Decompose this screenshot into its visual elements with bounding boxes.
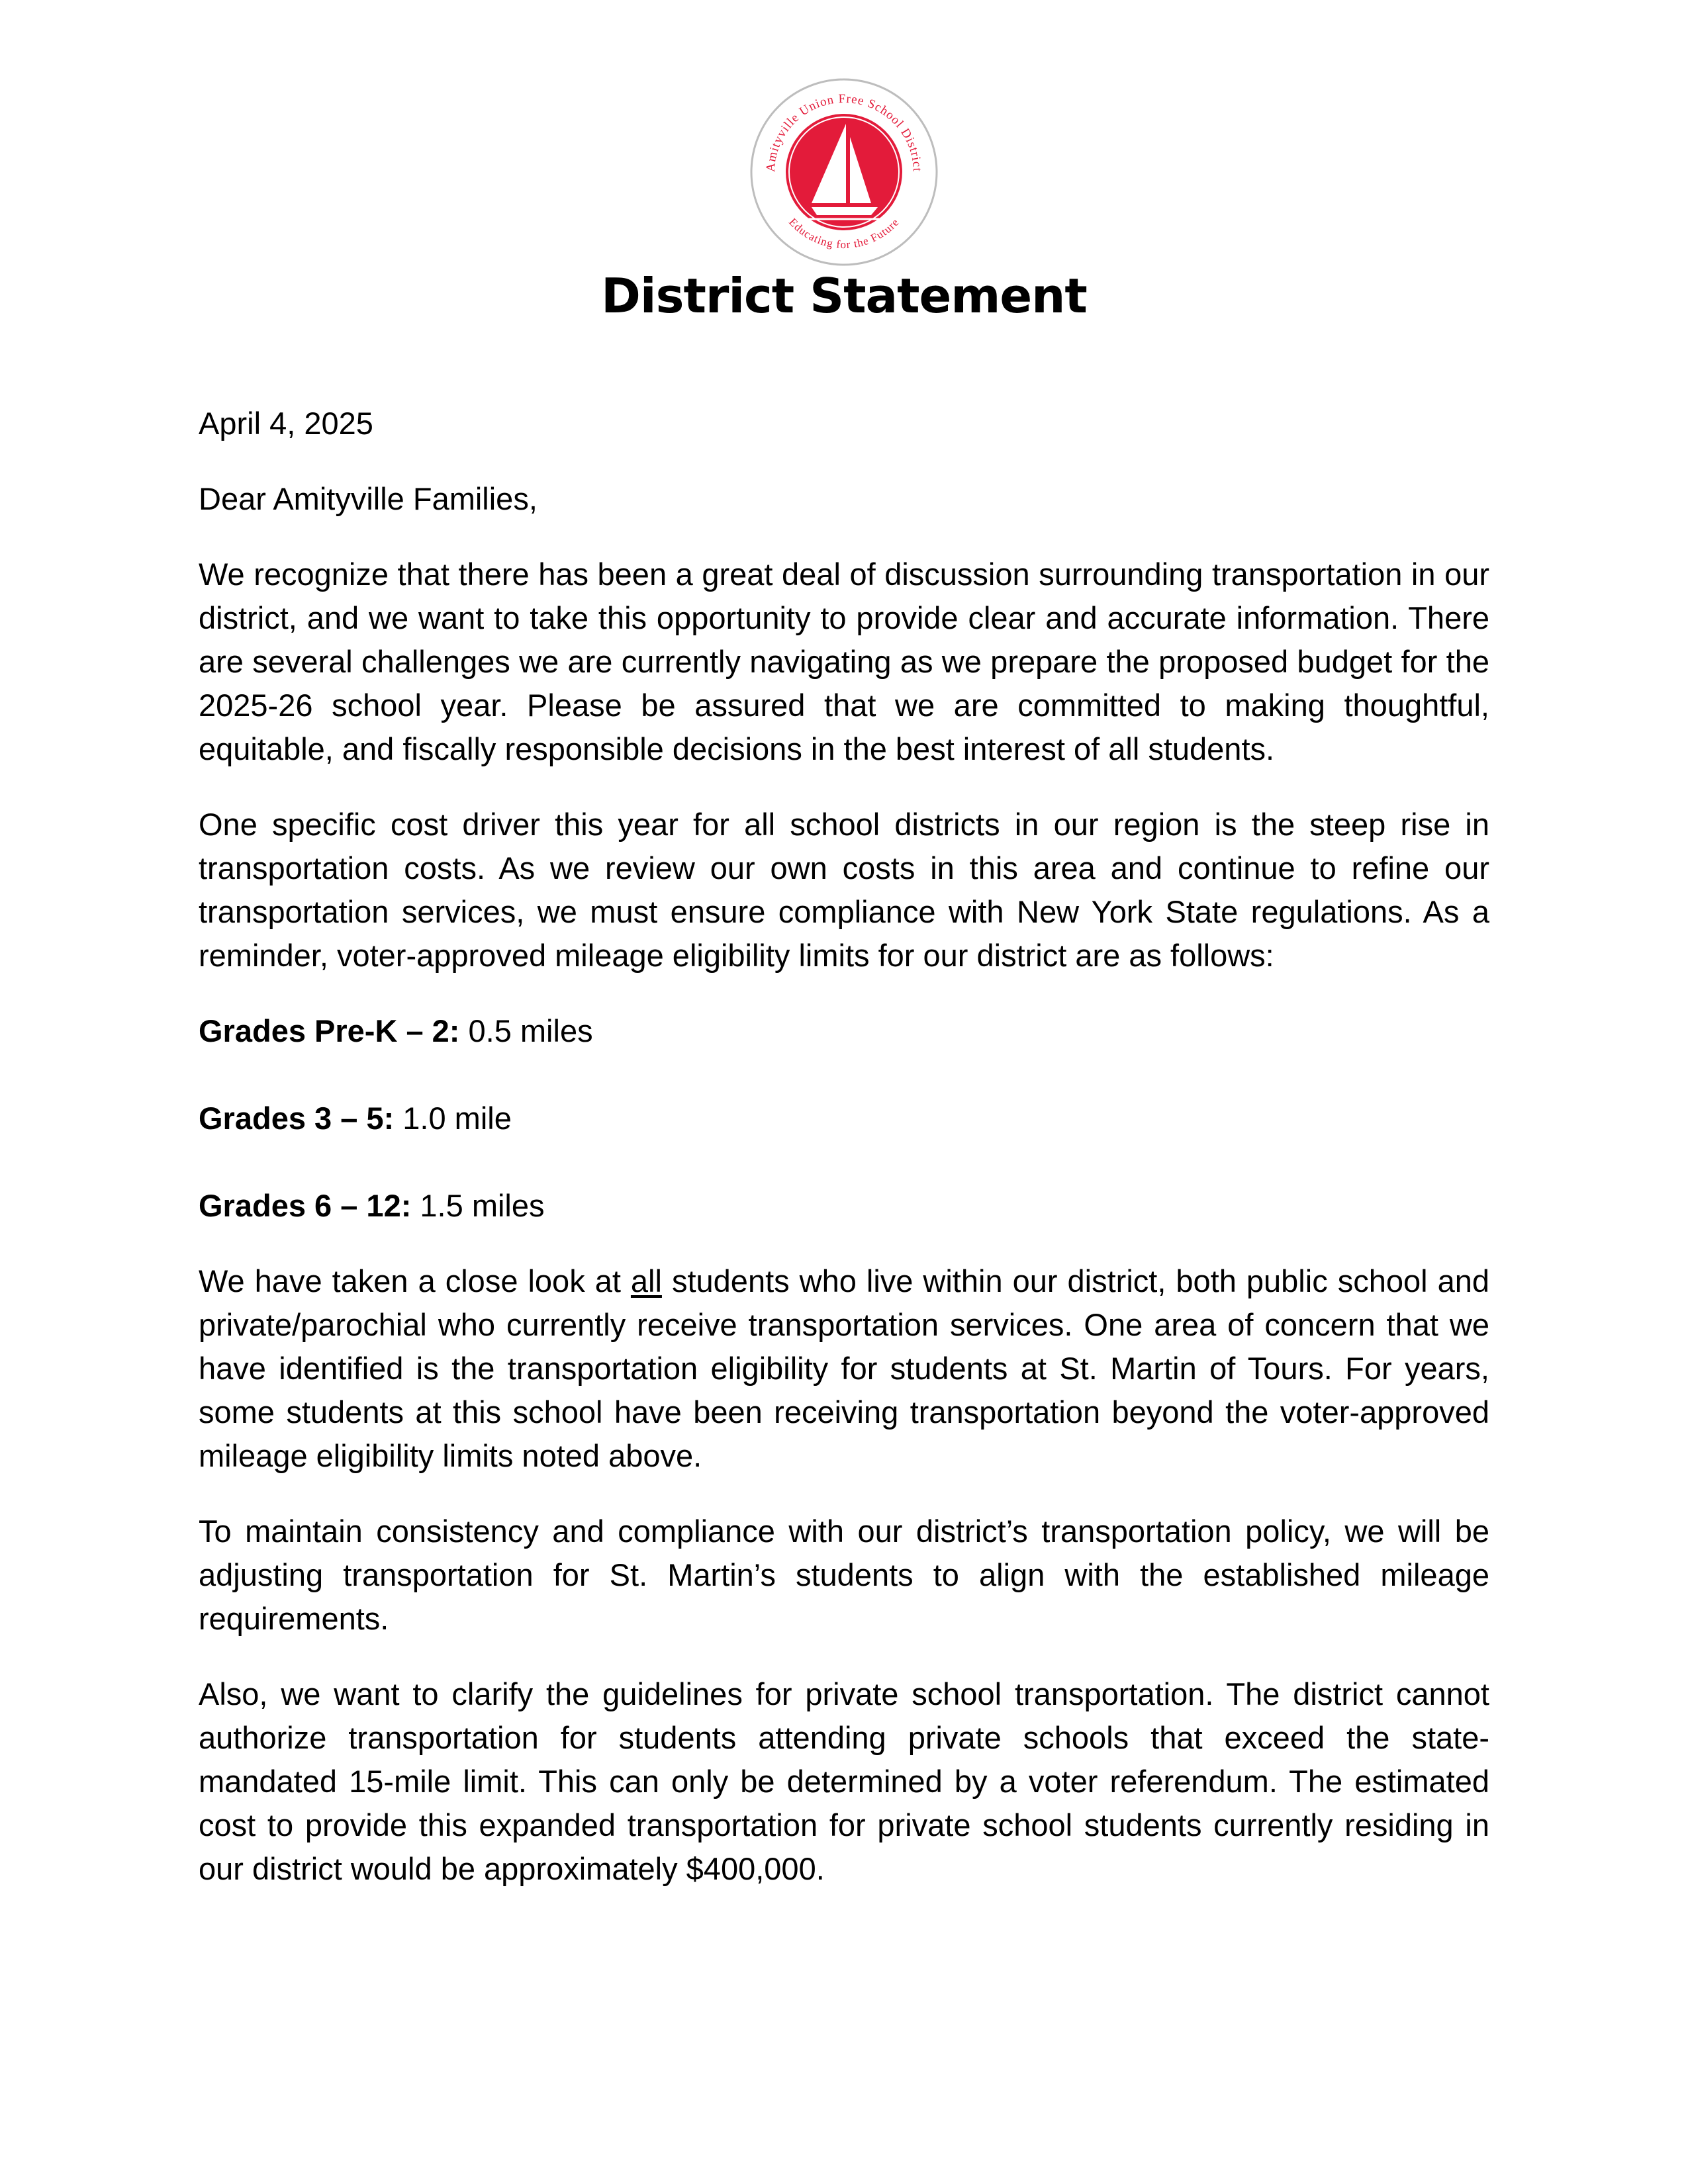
salutation: Dear Amityville Families,: [199, 481, 538, 516]
grade-label: Grades Pre-K – 2:: [199, 1013, 460, 1048]
grade-limit-3-5: [199, 1097, 1489, 1140]
grade-limit-6-12: [199, 1184, 1489, 1228]
review-text-before: We have taken a close look at: [199, 1263, 621, 1298]
paragraph-private-school: Also, we want to clarify the guidelines for private school transportation. The district cannot authorize transportation for students attending private schools that exceed the state-mandated 15-mile limit. This can only be determined by a voter referendum. The estimated cost to provide this expanded transportation for private school students currently residing in our district would be approximately $400,000.: [199, 1676, 1489, 1886]
paragraph-intro: We recognize that there has been a great deal of discussion surrounding transportation in our district, and we want to take this opportunity to provide clear and accurate information. There are several challenges we are currently navigating as we prepare the proposed budget for the 2025-26 school year. Please be assured that we are committed to making thoughtful, equitable, and fiscally responsible decisions in the best interest of all students.: [199, 557, 1489, 766]
letter-date: April 4, 2025: [199, 406, 373, 441]
grade-value: 1.5 miles: [420, 1188, 545, 1223]
paragraph-cost-driver: One specific cost driver this year for all school districts in our region is the steep rise in transportation costs. As we review our own costs in this area and continue to refine our transportation services, we must ensure compliance with New York State regulations. As a reminder, voter-approved mileage eligibility limits for our district are as follows:: [199, 807, 1489, 973]
letter-body: [199, 402, 1489, 1923]
paragraph-review: [199, 1259, 1489, 1478]
grade-label: Grades 3 – 5:: [199, 1101, 395, 1136]
grade-limit-prek-2: [199, 1009, 1489, 1053]
page-title: District Statement: [601, 268, 1087, 324]
review-text-after: students who live within our district, both public school and private/parochial who currently receive transportation services. One area of concern that we have identified is the transportation eligibility for students at St. Martin of Tours. For years, some students at this school have been receiving transportation beyond the voter-approved mileage eligibility limits noted above.: [199, 1263, 1489, 1473]
grade-value: 0.5 miles: [468, 1013, 593, 1048]
review-text-underlined: all: [630, 1263, 662, 1298]
grade-value: 1.0 mile: [402, 1101, 512, 1136]
seal-bottom-text: Educating for the Future: [786, 215, 902, 251]
seal-top-text: Amityville Union Free School District: [763, 91, 925, 173]
grade-label: Grades 6 – 12:: [199, 1188, 412, 1223]
district-seal-logo: [748, 76, 940, 268]
paragraph-compliance: To maintain consistency and compliance with our district’s transportation policy, we will be adjusting transportation for St. Martin’s students to align with the established mileage requirements.: [199, 1514, 1489, 1636]
